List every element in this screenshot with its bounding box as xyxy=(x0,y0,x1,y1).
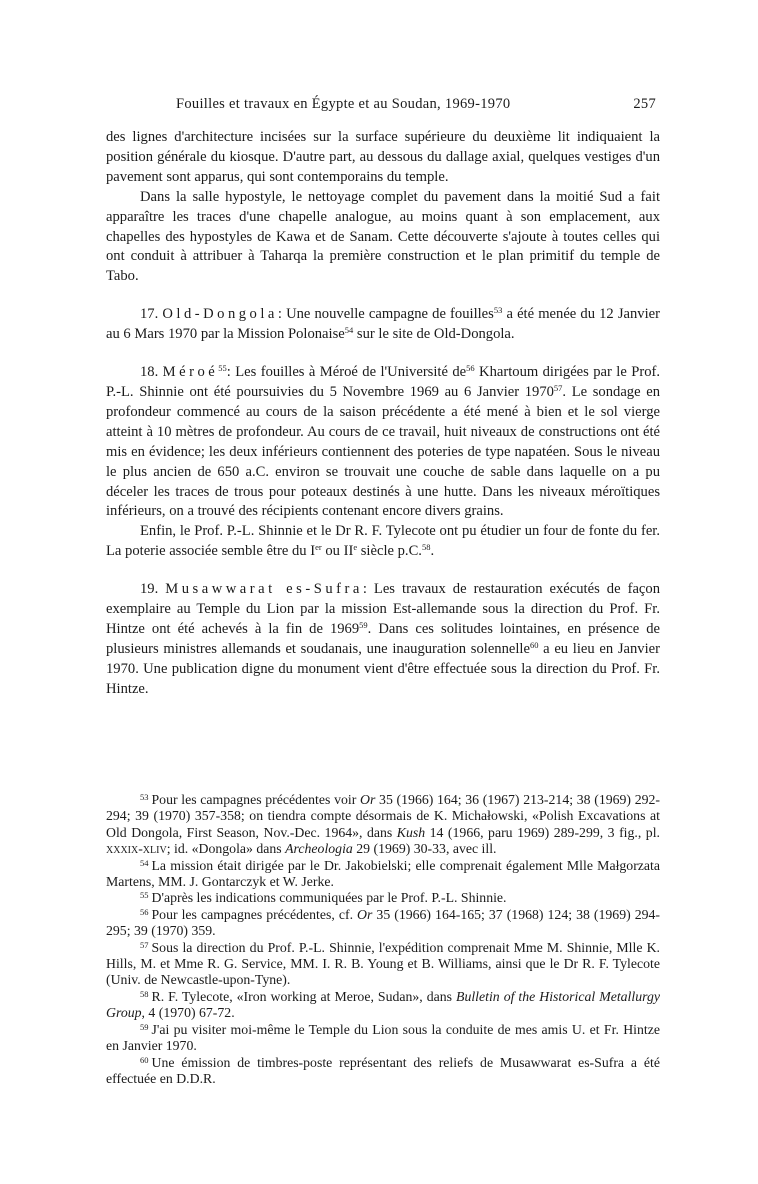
footnote-56-text-a: Pour les campagnes précédentes, cf. xyxy=(151,906,358,922)
paragraph-continued: des lignes d'architecture incisées sur la surface supérieure du deuxième lit indiquaient la position générale du kiosque. D'autre part, au dessous du dallage axial, quelques vestiges d'un pavement sont apparus, qui sont contemporains du temple. xyxy=(106,129,660,185)
footnote-58-number: 58 xyxy=(140,988,149,999)
page-number: 257 xyxy=(633,96,656,112)
section-17 xyxy=(106,305,660,345)
footnote-ref-56: 56 xyxy=(466,363,475,374)
footnote-ref-59: 59 xyxy=(359,619,368,630)
section-19 xyxy=(106,580,660,699)
superscript-er: er xyxy=(315,542,322,553)
footnote-59-text: J'ai pu visiter moi-même le Temple du Lion sous la conduite de mes amis U. et Fr. Hintze en Janvier 1970. xyxy=(106,1021,660,1054)
section-19-text-1: : Les travaux de restauration exécutés de façon exemplaire au Temple du Lion par la mission Est-allemande sous la direction du Prof. Fr. Hintze ont été achevés à la fin de 1969 xyxy=(106,581,660,637)
footnote-59 xyxy=(106,1022,660,1055)
section-18-text-3: . Le sondage en profondeur commencé au cours de la saison précédente a été mené à bien et le sol vierge atteint à 10 mètres de profondeur. Au cours de ce travail, huit niveaux de constructions ont été mis en évidence; les deux inférieurs contiennent des poteries de type napatéen. Sous le niveau le plus ancien de 650 a.C. environ se trouvait une couche de sable dans laquelle on a pu déceler les traces de trous pour poteaux destinés à une hutte. Dans les niveaux méroïtiques inférieurs, on a trouvé des récipients contenant encore divers grains. xyxy=(106,383,660,520)
section-18-p2-text-d: . xyxy=(430,543,435,560)
footnote-ref-58: 58 xyxy=(421,542,431,553)
section-18-p2-text-c: siècle p.C. xyxy=(357,543,422,560)
footnote-57 xyxy=(106,940,660,989)
running-title: Fouilles et travaux en Égypte et au Soudan, 1969-1970 xyxy=(176,96,511,112)
section-19-text-3: a eu lieu en Janvier 1970. Une publication digne du monument vient d'être effectuée sous la direction du Prof. Fr. Hintze. xyxy=(106,640,660,697)
footnote-53-journal-kush: Kush xyxy=(396,824,426,840)
footnote-56-number: 56 xyxy=(140,906,149,917)
section-19-text-2: . Dans ces solitudes lointaines, en présence de plusieurs ministres allemands et soudanais, une inauguration solennelle xyxy=(106,620,660,657)
footnote-54-text: La mission était dirigée par le Dr. Jakobielski; elle comprenait également Mlle Małgorzata Martens, MM. J. Gontarczyk et W. Jerke. xyxy=(106,857,660,890)
footnote-56 xyxy=(106,907,660,940)
footnote-53-text-e: 29 (1969) 30-33, avec ill. xyxy=(352,841,497,857)
section-17-title: Old-Dongola xyxy=(162,306,278,323)
section-18-p2-text-a: Enfin, le Prof. P.-L. Shinnie et le Dr R. F. Tylecote ont pu étudier un four de fonte du fer. La poterie associée semble être du I xyxy=(106,523,660,560)
footnote-53-journal-or: Or xyxy=(360,792,376,807)
footnote-58-text-a: R. F. Tylecote, «Iron working at Meroe, Sudan», dans xyxy=(151,988,457,1004)
footnote-58-journal: Bulletin of the Historical Metallurgy Group xyxy=(106,988,660,1021)
footnote-ref-53: 53 xyxy=(493,305,503,316)
section-18-text-1: : Les fouilles à Méroé de l'Université de xyxy=(226,364,467,381)
footnote-58 xyxy=(106,989,660,1022)
footnote-59-number: 59 xyxy=(140,1021,149,1032)
footnote-55 xyxy=(106,890,660,906)
section-19-title: Musawwarat es-Sufra xyxy=(165,581,363,598)
footnote-53-journal-archeologia: Archeologia xyxy=(285,841,353,857)
body-text xyxy=(106,128,660,700)
section-18 xyxy=(106,363,660,522)
footnote-53-text-b: 35 (1966) 164; 36 (1967) 213-214; 38 (1969) 292-294; 39 (1970) 357-358; on tiendra compte désormais de K. Michałowski, «Polish Excavations at Old Dongola, First Season, Nov.-Dec. 1964», dans xyxy=(106,792,661,840)
section-18-number: 18. xyxy=(140,364,159,381)
footnote-56-journal-or: Or xyxy=(357,906,373,922)
superscript-e: e xyxy=(353,542,358,553)
footnote-56-text-b: 35 (1966) 164-165; 37 (1968) 124; 38 (1969) 294-295; 39 (1970) 359. xyxy=(106,906,661,939)
footnote-60 xyxy=(106,1055,660,1088)
section-17-text-3: sur le site de Old-Dongola. xyxy=(353,326,515,343)
footnote-53-plates: xxxix-xliv xyxy=(106,841,167,857)
footnote-ref-54: 54 xyxy=(344,325,354,336)
section-18-title: Méroé xyxy=(162,364,219,381)
section-19-number: 19. xyxy=(140,581,159,598)
section-17-text-1: : Une nouvelle campagne de fouilles xyxy=(277,306,494,323)
footnote-53 xyxy=(106,792,660,858)
footnote-53-text-d: ; id. «Dongola» dans xyxy=(166,841,286,857)
footnote-60-text: Une émission de timbres-poste représentant des reliefs de Musawwarat es-Sufra a été effectuée en D.D.R. xyxy=(106,1054,660,1086)
section-17-number: 17. xyxy=(140,306,159,323)
footnote-53-number: 53 xyxy=(140,792,149,802)
footnote-60-number: 60 xyxy=(140,1054,149,1065)
section-17-text-2: a été menée du 12 Janvier au 6 Mars 1970 par la Mission Polonaise xyxy=(106,306,660,343)
footnote-ref-57: 57 xyxy=(553,382,563,393)
footnote-58-text-b: , 4 (1970) 67-72. xyxy=(141,1005,235,1021)
running-header xyxy=(106,96,656,116)
footnote-53-text-c: 14 (1966, paru 1969) 289-299, 3 fig., pl. xyxy=(425,824,660,840)
footnote-ref-55: 55 xyxy=(218,363,227,374)
footnote-57-number: 57 xyxy=(140,939,149,950)
section-18-p2-text-b: ou II xyxy=(321,543,354,560)
footnote-53-text-a: Pour les campagnes précédentes voir xyxy=(151,792,361,807)
footnotes xyxy=(106,792,660,1087)
paragraph-hypostyle: Dans la salle hypostyle, le nettoyage complet du pavement dans la moitié Sud a fait apparaître les traces d'une chapelle analogue, au moins quant à son emplacement, aux chapelles des hypostyles de Kawa et de Sanam. Cette découverte s'ajoute à toutes celles qui ont conduit à attribuer à Taharqa la première construction et le plan primitif du temple de Tabo. xyxy=(106,188,660,285)
section-18-paragraph-2 xyxy=(106,522,660,562)
footnote-ref-60: 60 xyxy=(529,639,539,650)
footnote-54 xyxy=(106,858,660,891)
footnote-57-text: Sous la direction du Prof. P.-L. Shinnie, l'expédition comprenait Mme M. Shinnie, Mlle K. Hills, M. et Mme R. G. Service, MM. I. R. B. Young et B. Williams, ainsi que le Dr R. F. Tylecote (Univ. de Newcastle-upon-Tyne). xyxy=(106,939,660,988)
section-18-text-2: Khartoum dirigées par le Prof. P.-L. Shinnie ont été poursuivies du 5 Novembre 1969 au 6 Janvier 1970 xyxy=(106,364,661,400)
footnote-55-text: D'après les indications communiquées par le Prof. P.-L. Shinnie. xyxy=(151,890,507,906)
footnote-54-number: 54 xyxy=(140,857,149,868)
footnote-55-number: 55 xyxy=(140,890,149,901)
